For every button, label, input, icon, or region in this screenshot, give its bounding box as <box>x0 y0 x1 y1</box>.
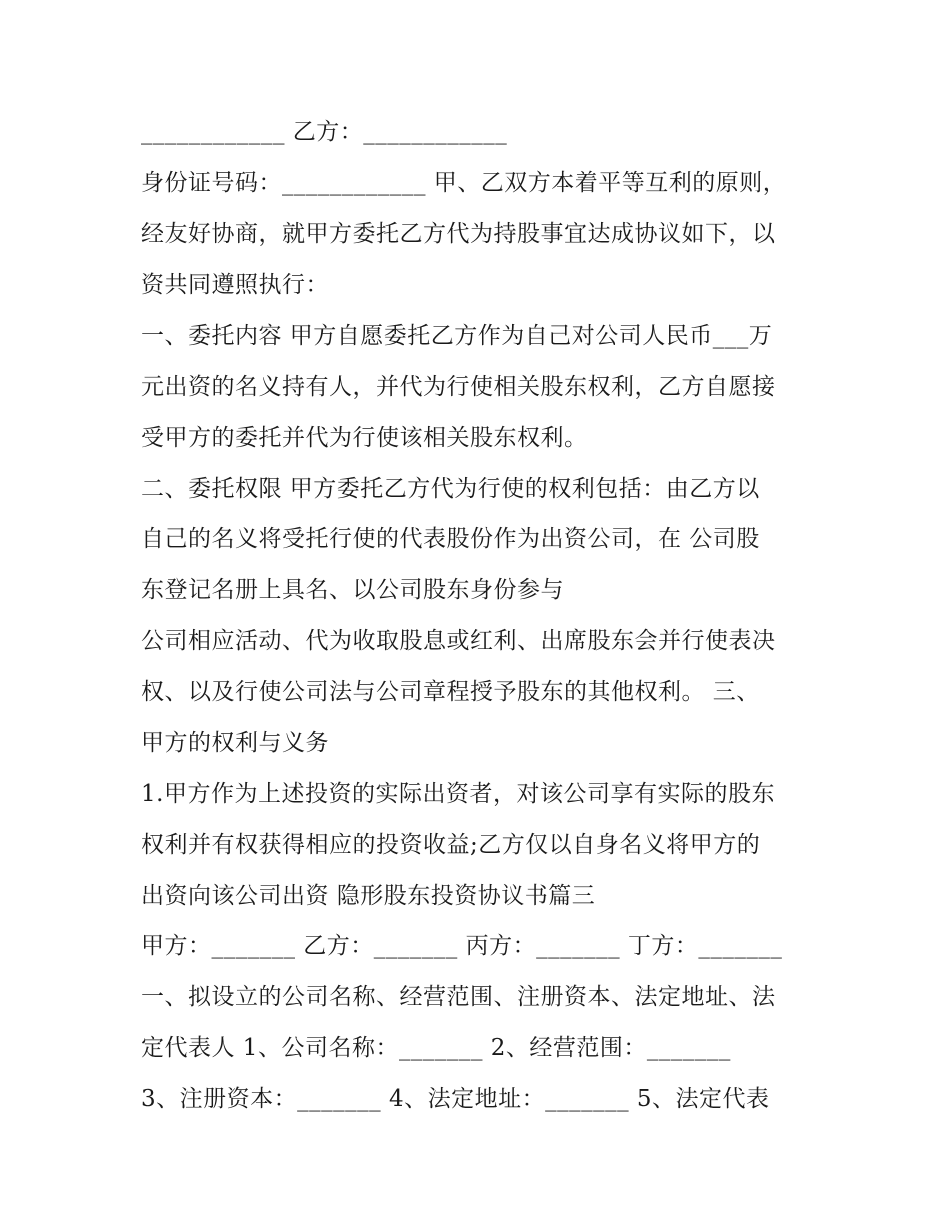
text-line: 东登记名册上具名、以公司股东身份参与 <box>141 577 564 603</box>
text-line: 公司相应活动、代为收取股息或红利、出席股东会并行使表决 <box>141 628 776 654</box>
text-line: 资共同遵照执行： <box>141 272 329 298</box>
text-line: 出资向该公司出资 隐形股东投资协议书篇三 <box>141 883 596 909</box>
text-line: 1.甲方作为上述投资的实际出资者，对该公司享有实际的股东 <box>141 781 775 807</box>
text-line: 权利并有权获得相应的投资收益;乙方仅以自身名义将甲方的 <box>141 832 761 858</box>
text-line: 3、注册资本：_______ 4、法定地址：_______ 5、法定代表 <box>141 1086 770 1112</box>
text-line: ____________ 乙方：____________ <box>141 119 508 145</box>
text-line: 经友好协商，就甲方委托乙方代为持股事宜达成协议如下，以 <box>141 221 776 247</box>
text-line: 受甲方的委托并代为行使该相关股东权利。 <box>141 425 588 451</box>
text-line: 身份证号码：____________ 甲、乙双方本着平等互利的原则， <box>141 170 787 196</box>
text-line: 二、委托权限 甲方委托乙方代为行使的权利包括：由乙方以 <box>141 476 760 502</box>
text-line: 自己的名义将受托行使的代表股份作为出资公司，在 公司股 <box>141 526 760 552</box>
text-line: 甲方的权利与义务 <box>141 730 329 756</box>
text-line: 权、以及行使公司法与公司章程授予股东的其他权利。 三、 <box>141 679 760 705</box>
text-line: 一、委托内容 甲方自愿委托乙方作为自己对公司人民币___万 <box>141 323 773 349</box>
text-line: 一、拟设立的公司名称、经营范围、注册资本、法定地址、法 <box>141 984 776 1010</box>
text-line: 元出资的名义持有人，并代为行使相关股东权利，乙方自愿接 <box>141 374 776 400</box>
text-line: 甲方：_______ 乙方：_______ 丙方：_______ 丁方：_______ <box>141 933 783 959</box>
text-line: 定代表人 1、公司名称：_______ 2、经营范围：_______ <box>141 1035 731 1061</box>
